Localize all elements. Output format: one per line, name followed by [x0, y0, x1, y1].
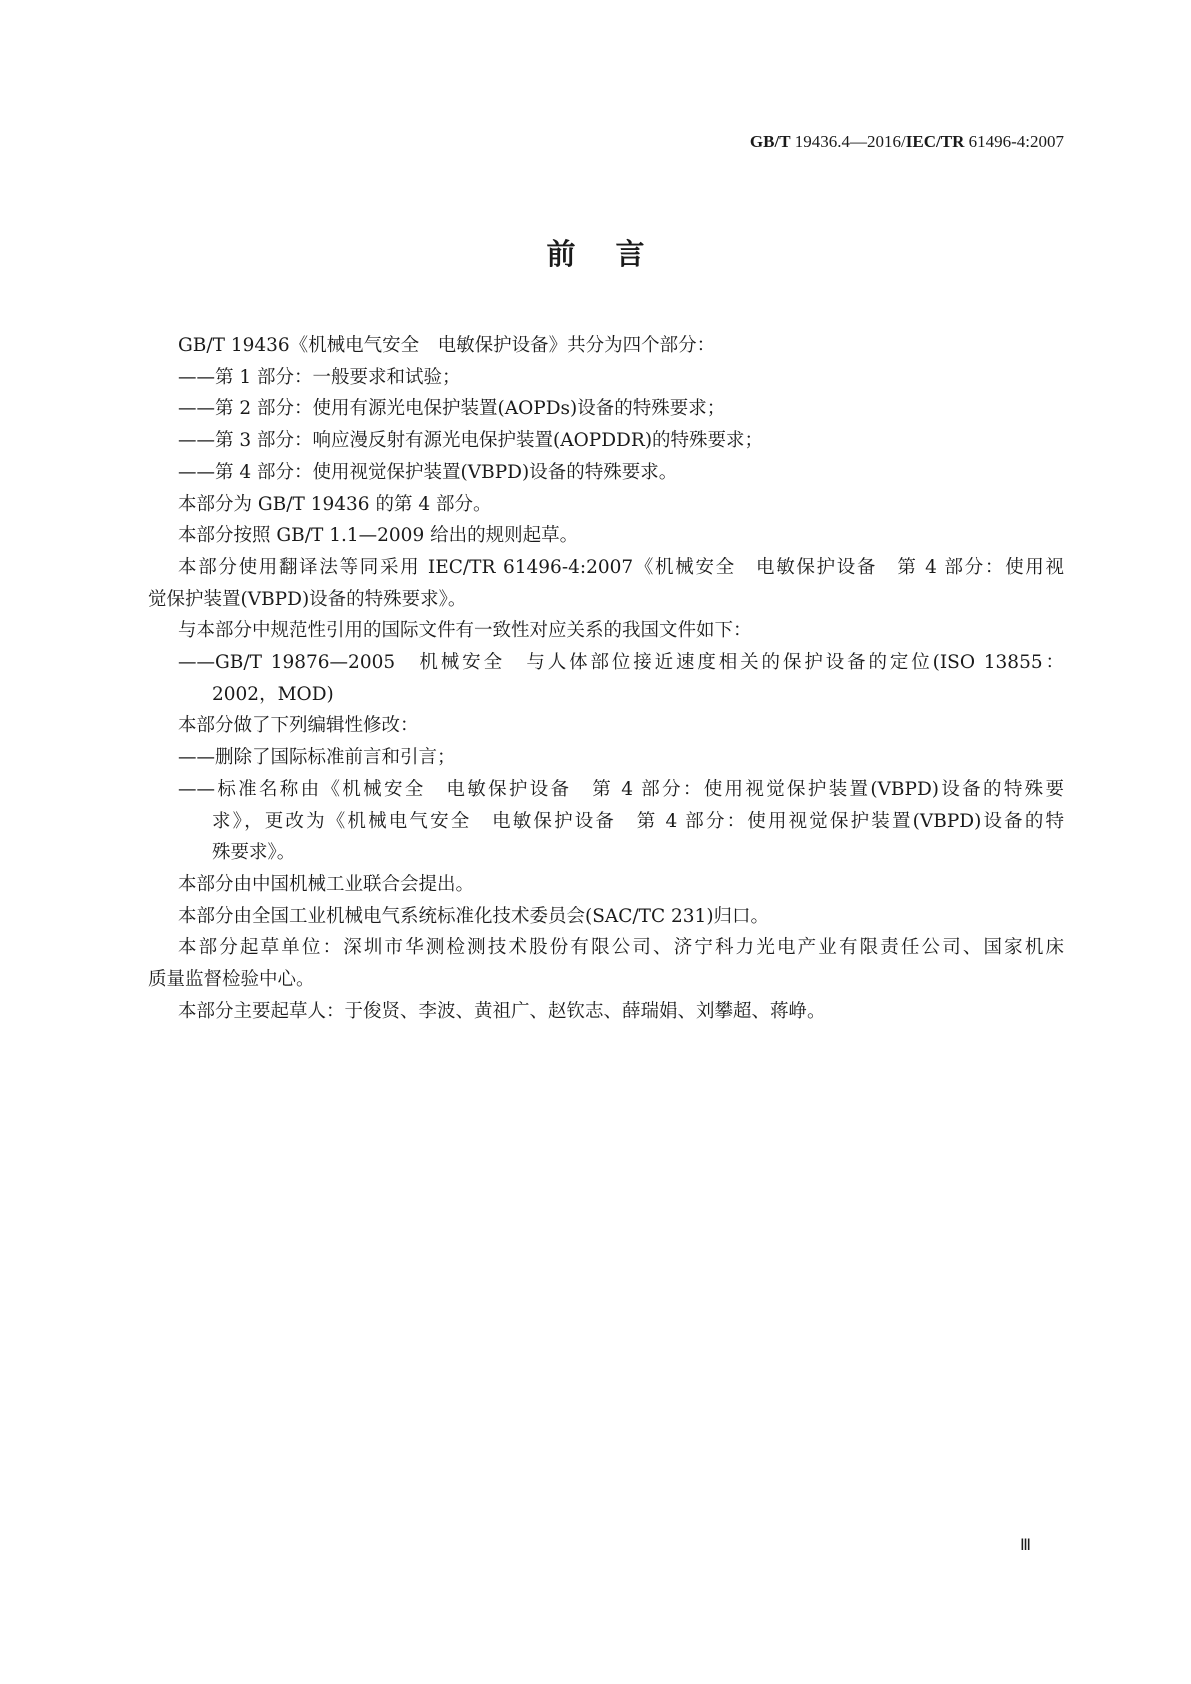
standard-number: 19436.4—2016/ [790, 132, 906, 151]
document-header [640, 132, 1064, 152]
text-line: 殊要求》。 [212, 842, 296, 864]
paragraph [148, 932, 1064, 995]
text-line: 本部分按照 GB/T 1.1—2009 给出的规则起草。 [178, 525, 579, 547]
paragraph [148, 615, 1064, 647]
list-item [148, 425, 1064, 457]
text-line: ——第 1 部分：一般要求和试验； [178, 366, 461, 388]
text-line: 2002，MOD) [212, 683, 334, 705]
paragraph [148, 552, 1064, 615]
text-line: ——标准名称由《机械安全 电敏保护设备 第 4 部分：使用视觉保护装置(VBPD)设备的特殊要 [178, 778, 1064, 800]
standard-code: GB/T [749, 132, 791, 151]
text-line: 本部分做了下列编辑性修改： [178, 715, 419, 737]
text-line: GB/T 19436《机械电气安全 电敏保护设备》共分为四个部分： [178, 335, 716, 356]
list-item [148, 774, 1064, 869]
page-title: 前言 [546, 237, 685, 271]
paragraph [148, 520, 1064, 552]
text-line: 本部分使用翻译法等同采用 IEC/TR 61496-4:2007《机械安全 电敏保护设备 第 4 部分：使用视 [178, 556, 1064, 578]
paragraph [148, 869, 1064, 901]
list-item [148, 362, 1064, 394]
paragraph [148, 901, 1064, 933]
foreword-body [148, 330, 1064, 1027]
text-line: 与本部分中规范性引用的国际文件有一致性对应关系的我国文件如下： [178, 620, 752, 642]
text-line: ——第 2 部分：使用有源光电保护装置(AOPDs)设备的特殊要求； [178, 398, 726, 420]
list-item [148, 742, 1064, 774]
paragraph [148, 489, 1064, 521]
text-line: 本部分为 GB/T 19436 的第 4 部分。 [178, 493, 492, 515]
text-line: 本部分由全国工业机械电气系统标准化技术委员会(SAC/TC 231)归口。 [178, 905, 770, 927]
page-number: Ⅲ [1020, 1537, 1032, 1554]
text-line: 本部分主要起草人：于俊贤、李波、黄祖广、赵钦志、薛瑞娟、刘攀超、蒋峥。 [178, 1000, 826, 1022]
text-line: 觉保护装置(VBPD)设备的特殊要求》。 [148, 588, 467, 610]
text-line: ——GB/T 19876—2005 机械安全 与人体部位接近速度相关的保护设备的定位(ISO 13855： [178, 652, 1064, 674]
list-item [148, 457, 1064, 489]
list-item [148, 393, 1064, 425]
text-line: 本部分起草单位：深圳市华测检测技术股份有限公司、济宁科力光电产业有限责任公司、国家机床 [178, 937, 1064, 959]
iec-number: 61496-4:2007 [964, 132, 1064, 151]
paragraph [148, 996, 1064, 1028]
text-line: 本部分由中国机械工业联合会提出。 [178, 873, 475, 895]
paragraph [148, 330, 1064, 362]
text-line: 求》，更改为《机械电气安全 电敏保护设备 第 4 部分：使用视觉保护装置(VBPD)设备的特 [212, 810, 1064, 832]
list-item [148, 647, 1064, 710]
iec-code: IEC/TR [905, 132, 965, 151]
text-line: ——删除了国际标准前言和引言； [178, 747, 456, 769]
paragraph [148, 710, 1064, 742]
text-line: ——第 4 部分：使用视觉保护装置(VBPD)设备的特殊要求。 [178, 461, 678, 483]
text-line: 质量监督检验中心。 [148, 969, 315, 991]
text-line: ——第 3 部分：响应漫反射有源光电保护装置(AOPDDR)的特殊要求； [178, 430, 764, 452]
